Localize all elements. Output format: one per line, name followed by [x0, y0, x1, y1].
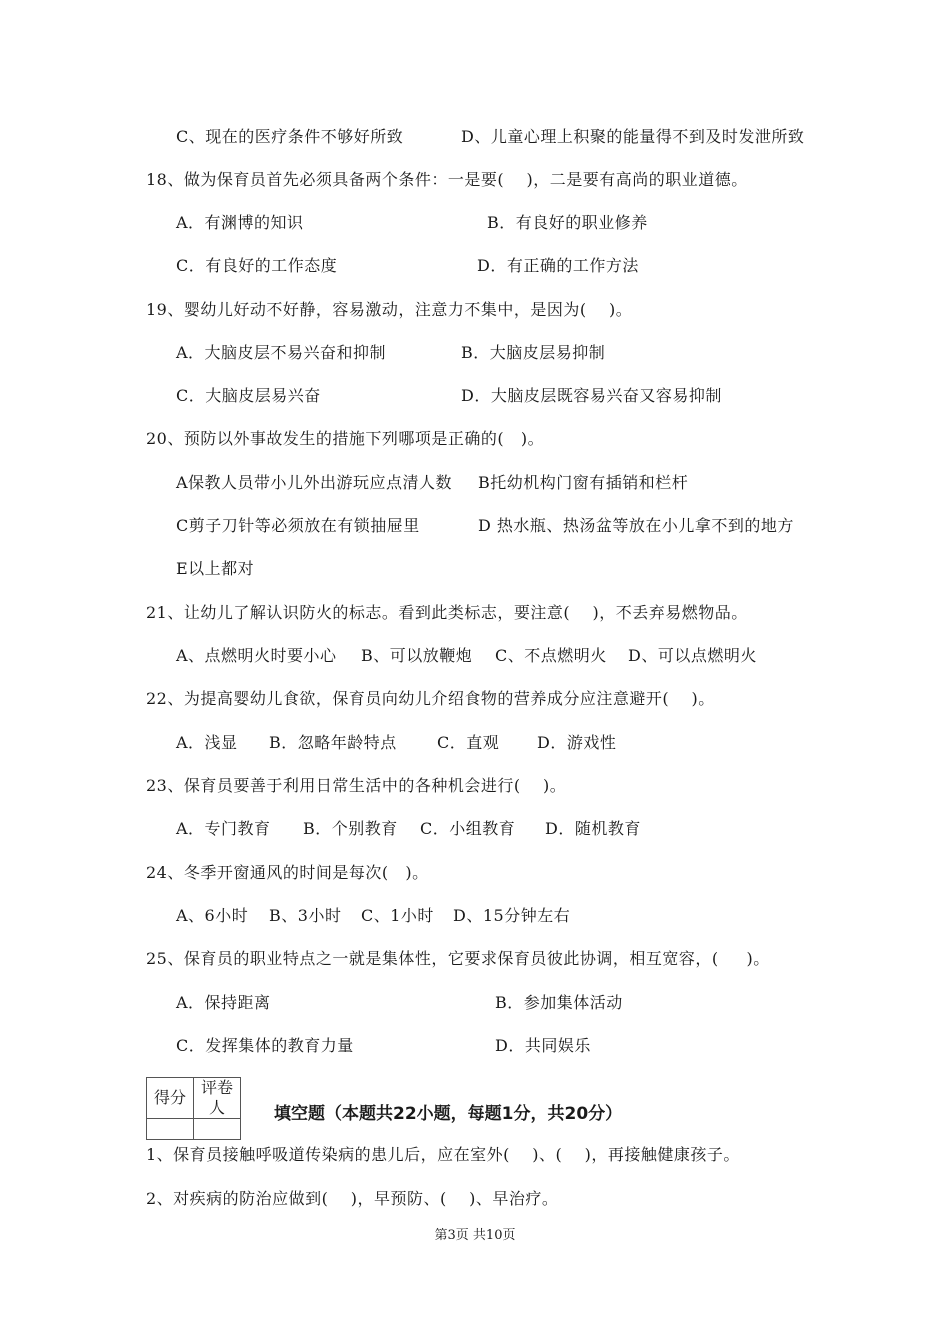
- option-20a: A保教人员带小儿外出游玩应点清人数: [176, 473, 453, 492]
- option-18c: C．有良好的工作态度: [176, 256, 338, 275]
- option-22d: D．游戏性: [537, 733, 617, 752]
- option-21d: D、可以点燃明火: [628, 646, 757, 665]
- option-24d: D、15分钟左右: [453, 906, 571, 925]
- option-17d: D、儿童心理上积聚的能量得不到及时发泄所致: [461, 127, 805, 146]
- score-header: 得分: [147, 1078, 194, 1119]
- fill-question-1: 1、保育员接触呼吸道传染病的患儿后，应在室外( )、( )，再接触健康孩子。: [146, 1145, 740, 1164]
- question-25: 25、保育员的职业特点之一就是集体性，它要求保育员彼此协调，相互宽容，( )。: [146, 949, 770, 968]
- option-23b: B．个别教育: [303, 819, 398, 838]
- score-cell: [147, 1119, 194, 1140]
- question-20: 20、预防以外事故发生的措施下列哪项是正确的( )。: [146, 429, 545, 448]
- option-24c: C、1小时: [361, 906, 434, 925]
- grader-header: 评卷人: [194, 1078, 241, 1119]
- question-18: 18、做为保育员首先必须具备两个条件：一是要( )，二是要有高尚的职业道德。: [146, 170, 748, 189]
- option-22c: C．直观: [437, 733, 500, 752]
- option-19b: B．大脑皮层易抑制: [461, 343, 606, 362]
- option-20e: E以上都对: [176, 559, 255, 578]
- question-19: 19、婴幼儿好动不好静，容易激动，注意力不集中，是因为( )。: [146, 300, 633, 319]
- option-21c: C、不点燃明火: [495, 646, 607, 665]
- option-25b: B．参加集体活动: [495, 993, 623, 1012]
- score-table: [146, 1077, 241, 1140]
- option-25a: A．保持距离: [176, 993, 271, 1012]
- question-22: 22、为提高婴幼儿食欲，保育员向幼儿介绍食物的营养成分应注意避开( )。: [146, 689, 715, 708]
- option-19c: C．大脑皮层易兴奋: [176, 386, 321, 405]
- option-23c: C．小组教育: [420, 819, 516, 838]
- option-25d: D．共同娱乐: [495, 1036, 591, 1055]
- option-22b: B．忽略年龄特点: [269, 733, 397, 752]
- page-footer: 第3页 共10页: [434, 1228, 516, 1243]
- option-18a: A．有渊博的知识: [176, 213, 304, 232]
- section-title: 填空题（本题共22小题，每题1分，共20分）: [274, 1104, 623, 1124]
- option-18b: B．有良好的职业修养: [487, 213, 648, 232]
- option-19a: A．大脑皮层不易兴奋和抑制: [176, 343, 387, 362]
- option-24b: B、3小时: [269, 906, 342, 925]
- option-23d: D．随机教育: [545, 819, 641, 838]
- fill-question-2: 2、对疾病的防治应做到( )，早预防、( )、早治疗。: [146, 1189, 559, 1208]
- grader-cell: [194, 1119, 241, 1140]
- option-22a: A．浅显: [176, 733, 238, 752]
- option-19d: D．大脑皮层既容易兴奋又容易抑制: [461, 386, 722, 405]
- option-25c: C．发挥集体的教育力量: [176, 1036, 354, 1055]
- option-20c: C剪子刀针等必须放在有锁抽屉里: [176, 516, 420, 535]
- question-21: 21、让幼儿了解认识防火的标志。看到此类标志，要注意( )，不丢弃易燃物品。: [146, 603, 748, 622]
- question-24: 24、冬季开窗通风的时间是每次( )。: [146, 863, 429, 882]
- option-21a: A、点燃明火时要小心: [176, 646, 337, 665]
- option-18d: D．有正确的工作方法: [477, 256, 639, 275]
- question-23: 23、保育员要善于利用日常生活中的各种机会进行( )。: [146, 776, 567, 795]
- option-20d: D 热水瓶、热汤盆等放在小儿拿不到的地方: [478, 516, 794, 535]
- option-23a: A．专门教育: [176, 819, 271, 838]
- option-20b: B托幼机构门窗有插销和栏杆: [478, 473, 689, 492]
- option-17c: C、现在的医疗条件不够好所致: [176, 127, 404, 146]
- option-24a: A、6小时: [176, 906, 249, 925]
- option-21b: B、可以放鞭炮: [361, 646, 473, 665]
